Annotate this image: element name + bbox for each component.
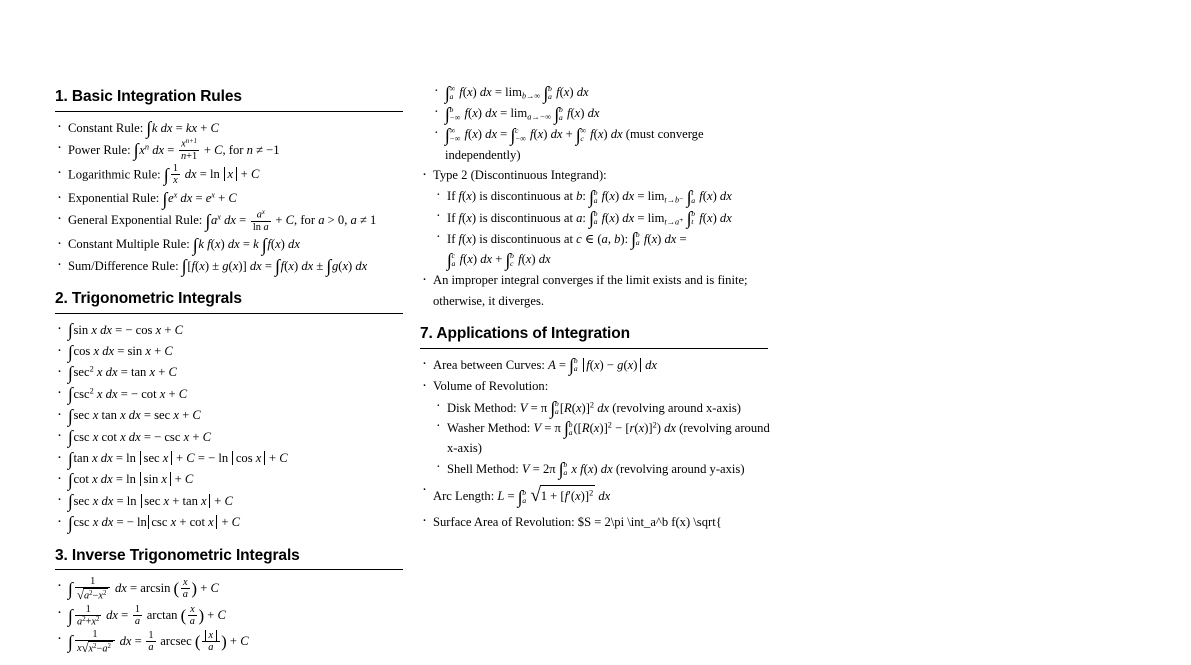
list-item	[433, 418, 770, 459]
formula-arctan: ∫ $\frac{1}{a^2+x^2}$ dx = $\frac{1}{a}$ arctan ( $\frac{x}{a}$ ) + C	[68, 603, 226, 628]
list-item	[431, 103, 770, 124]
formula-list	[55, 118, 405, 276]
formula-exponential-rule: $\int e^x$ dx = $e^x + C$	[162, 188, 237, 209]
list-item	[420, 480, 770, 511]
section-heading: 2. Trigonometric Integrals	[55, 290, 242, 308]
formula-power-rule-condition: for n ≠ −1	[228, 142, 280, 157]
list-item	[55, 469, 405, 489]
list-item	[420, 355, 770, 375]
list-item	[55, 448, 405, 468]
section-basic-integration-rules	[55, 88, 405, 276]
rule-label: Constant Rule:	[68, 120, 144, 135]
right-column	[420, 82, 770, 542]
section-trigonometric-integrals	[55, 290, 405, 533]
formula-sum-difference-rule-cont: ∫g(x) dx	[326, 256, 368, 277]
list-item	[55, 491, 405, 511]
formula-int-sec-tan: ∫sec x tan x dx = sec x + C	[68, 405, 201, 426]
list-item	[55, 576, 405, 602]
formula-power-rule: $\int x^n$ dx = $\frac{x^{n+1}}{n+1}$ + C,	[133, 138, 226, 163]
type2-condition-c: If f(x) is discontinuous at c ∈ (a, b):	[447, 231, 629, 246]
formula-improper-lower-infinite: ∫ b −∞ f(x) dx = $\lim_{a\to-\infty}$ ∫ b a f(x) dx	[445, 103, 600, 124]
list-item	[433, 186, 770, 207]
formula-area-between-curves: A = ∫ b a f(x) − g(x) dx	[548, 355, 657, 376]
formula-disk-method: V = π ∫ b a $[R(x)]^2$ dx	[519, 398, 610, 419]
formula-type2-a-cont: $\lim_{t\to a^+}$ ∫ b t f(x) dx	[647, 208, 732, 228]
list-item	[433, 208, 770, 229]
type1-subbullet-group	[422, 82, 770, 165]
formula-logarithmic-rule: ∫ $\frac{1}{x}$ dx = ln x + C	[163, 163, 260, 187]
list-item	[431, 124, 770, 165]
list-item	[55, 629, 405, 655]
list-item	[55, 405, 405, 425]
type2-condition-b: If f(x) is discontinuous at b:	[447, 189, 586, 204]
formula-int-sec2: $\int\sec^2$ x dx = tan x + C	[68, 362, 177, 383]
list-item	[55, 384, 405, 404]
convergence-note: An improper integral converges if the limit exists and is finite; otherwise, it diverges.	[433, 273, 748, 308]
list-item	[55, 427, 405, 447]
formula-note: (must converge independently)	[445, 127, 704, 162]
formula-improper-upper-infinite: ∫ ∞ a f(x) dx = $\lim_{b\to\infty}$ ∫ b a f(x) dx	[445, 82, 589, 103]
volume-methods-list	[433, 398, 770, 480]
rule-label: Constant Multiple Rule:	[68, 237, 190, 252]
list-item	[420, 376, 770, 479]
formula-constant-multiple-rule: ∫k f(x) dx = k ∫f(x) dx	[192, 234, 300, 255]
formula-general-exponential-condition: for a > 0, a ≠ 1	[300, 213, 377, 228]
list-item	[55, 209, 405, 233]
rule-label: Exponential Rule:	[68, 191, 160, 206]
section-heading: 3. Inverse Trigonometric Integrals	[55, 546, 300, 564]
formula-arc-length: L = ∫ b a $√1 + [f'(x)]^2$ dx	[497, 485, 611, 507]
list-item	[433, 459, 770, 479]
list-item	[55, 320, 405, 340]
list-item	[433, 229, 770, 270]
list-item-type2-heading	[420, 165, 770, 269]
formula-constant-rule: ∫k dx = kx + C	[146, 118, 219, 139]
type2-group	[420, 165, 770, 311]
list-item-convergence-note	[420, 270, 770, 311]
formula-int-tan: ∫tan x dx = ln sec x + C = − ln cos x + C	[68, 448, 288, 469]
formula-int-csc2: $\int\csc^2$ x dx = − cot x + C	[68, 384, 188, 405]
section-heading: 1. Basic Integration Rules	[55, 88, 242, 105]
method-label: Disk Method:	[447, 400, 517, 415]
formula-arcsec: ∫ $\frac{1}{x√x^2-a^2}$ dx = $\frac{1}{a}$ arcsec ( $\frac{x}{a}$ ) + C	[68, 628, 249, 656]
section-divider	[55, 569, 403, 570]
type2-heading-label: Type 2 (Discontinuous Integrand):	[433, 168, 607, 182]
type2-list	[433, 186, 770, 269]
method-label: Shell Method:	[447, 461, 519, 476]
list-item	[55, 512, 405, 532]
list-item	[55, 164, 405, 187]
type2-condition-a: If f(x) is discontinuous at a:	[447, 210, 586, 225]
list-item	[55, 603, 405, 628]
left-column	[55, 88, 405, 665]
formula-arcsin: ∫ $\frac{1}{√a^2-x^2}$ dx = arcsin ( $\frac{x}{a}$ ) + C	[68, 575, 219, 603]
list-item	[55, 118, 405, 138]
rule-label: Sum/Difference Rule:	[68, 258, 179, 273]
formula-type2-c: ∫ b a f(x) dx =	[631, 229, 687, 250]
application-label: Surface Area of Revolution:	[433, 514, 575, 529]
application-label: Volume of Revolution:	[433, 379, 549, 394]
list-item	[55, 188, 405, 208]
formula-int-sec: ∫sec x dx = ln sec x + tan x + C	[68, 491, 233, 512]
list-item	[420, 512, 770, 532]
list-item	[55, 234, 405, 254]
section-inverse-trigonometric-integrals	[55, 547, 405, 656]
list-item	[55, 341, 405, 361]
section-divider	[420, 348, 768, 349]
section-divider	[55, 111, 403, 112]
formula-int-cos: ∫cos x dx = sin x + C	[68, 341, 173, 362]
method-note: (revolving around x-axis)	[447, 420, 770, 456]
application-label: Area between Curves:	[433, 357, 545, 372]
formula-general-exponential-rule: $\int a^x$ dx = $\frac{a^x}{\text{ln a}}$ + C,	[205, 208, 298, 233]
section-divider	[55, 313, 403, 314]
formula-list	[55, 576, 405, 655]
formula-improper-both-infinite: ∫ ∞ −∞ f(x) dx = ∫ c −∞ f(x) dx + ∫ ∞ c f(x) dx	[445, 124, 623, 145]
formula-int-cot: ∫cot x dx = ln sin x + C	[68, 469, 194, 490]
type1-list	[431, 82, 770, 165]
list-item	[431, 82, 770, 103]
formula-type2-b: ∫ b a f(x) dx =	[589, 186, 645, 207]
section-improper-integrals-continued	[420, 82, 770, 311]
formula-washer-method: V = π ∫ b a $([R(x)]^2 - [r(x)]^2)$ dx	[533, 418, 676, 439]
section-heading: 7. Applications of Integration	[420, 325, 630, 343]
rule-label: Power Rule:	[68, 142, 131, 157]
formula-int-sin: ∫sin x dx = − cos x + C	[68, 320, 184, 341]
rule-label: Logarithmic Rule:	[68, 167, 161, 182]
raw-latex-surface-area: $S = 2\pi \int_a^b f(x) \sqrt{	[577, 514, 722, 529]
formula-type2-c-cont: ∫ c a f(x) dx + ∫ b c f(x) dx	[447, 249, 551, 270]
method-note: (revolving around x-axis)	[612, 400, 741, 415]
section-applications-of-integration	[420, 325, 770, 532]
formula-int-csc-cot: ∫csc x cot x dx = − csc x + C	[68, 427, 211, 448]
rule-label: General Exponential Rule:	[68, 213, 203, 228]
list-item	[55, 139, 405, 163]
formula-int-csc: ∫csc x dx = − ln csc x + cot x + C	[68, 512, 241, 533]
list-item	[433, 398, 770, 418]
formula-sum-difference-rule: ∫[f(x) ± g(x)] dx = ∫f(x) dx ±	[181, 256, 324, 277]
application-label: Arc Length:	[433, 489, 495, 504]
formula-type2-a: ∫ b a f(x) dx =	[589, 208, 645, 228]
formula-type2-b-cont: $\lim_{t\to b^-}$ ∫ t a f(x) dx	[647, 186, 732, 207]
formula-list	[55, 320, 405, 533]
method-label: Washer Method:	[447, 420, 531, 435]
method-note: (revolving around y-axis)	[615, 461, 745, 476]
formula-list	[420, 355, 770, 532]
formula-shell-method: V = 2π ∫ b a x f(x) dx	[521, 459, 613, 480]
list-item	[55, 256, 405, 276]
list-item	[55, 362, 405, 382]
